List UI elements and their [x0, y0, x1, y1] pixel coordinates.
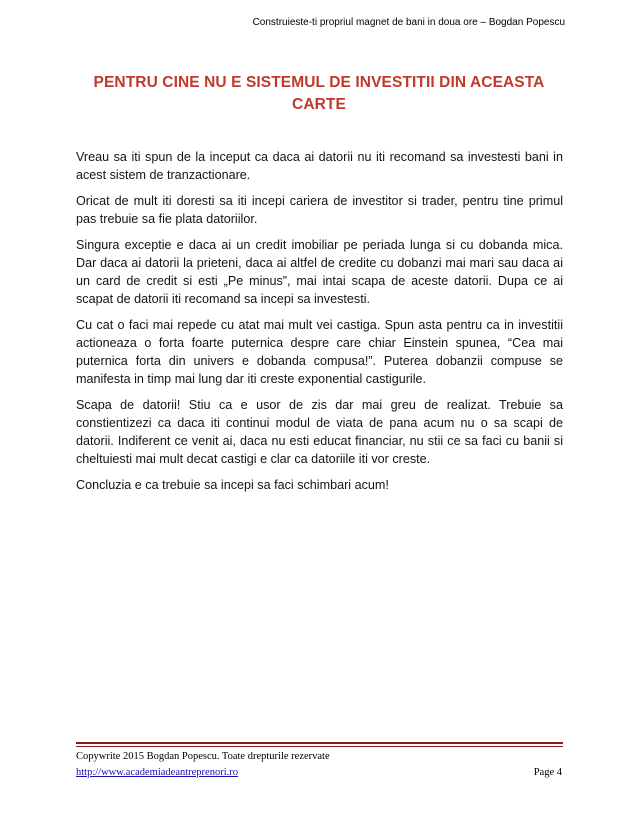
footer-rule-thick	[76, 742, 563, 744]
footer-rule-thin	[76, 746, 563, 747]
page-number: Page 4	[533, 767, 562, 778]
footer-copyright: Copywrite 2015 Bogdan Popescu. Toate drepturile rezervate	[76, 751, 330, 762]
paragraph-2: Oricat de mult iti doresti sa iti incepi cariera de investitor si trader, pentru tine primul pas trebuie sa fie plata datoriilor.	[76, 194, 563, 226]
paragraph-4: Cu cat o faci mai repede cu atat mai mult vei castiga. Spun asta pentru ca in investitii actioneaza o forta foarte puternica despre care chiar Einstein spunea, “Cea mai puternica forta din univers e dobanda compusa!”. Puterea dobanzii compuse se manifesta in timp mai lung dar iti creste exponential castigurile.	[76, 318, 563, 386]
paragraph-3: Singura exceptie e daca ai un credit imobiliar pe periada lunga si cu dobanda mica. Dar daca ai datorii la prieteni, daca ai altfel de credite cu dobanzi mai mari sau daca ai un card de credit si esti „Pe minus”, mai intai scapa de aceste datorii. Dupa ce ai scapat de datorii iti recomand sa incepi sa investesti.	[76, 238, 563, 306]
paragraph-5: Scapa de datorii! Stiu ca e usor de zis dar mai greu de realizat. Trebuie sa constientizezi ca daca iti continui modul de viata de pana acum nu o sa scapi de datorii. Indiferent ce venit ai, daca nu esti educat financiar, nu stii ce sa faci cu banii si cheltuiesti mai mult decat castigi e clar ca datoriile iti vor creste.	[76, 398, 563, 466]
footer-website-link[interactable]: http://www.academiadeantreprenori.ro	[76, 767, 239, 778]
paragraph-6: Concluzia e ca trebuie sa incepi sa faci schimbari acum!	[76, 478, 389, 492]
section-title: PENTRU CINE NU E SISTEMUL DE INVESTITII DIN ACEASTA CARTE	[93, 74, 545, 113]
paragraph-1: Vreau sa iti spun de la inceput ca daca ai datorii nu iti recomand sa investesti bani in acest sistem de tranzactionare.	[76, 150, 563, 182]
body-text	[76, 148, 563, 502]
running-header: Construieste-ti propriul magnet de bani in doua ore – Bogdan Popescu	[252, 17, 565, 28]
